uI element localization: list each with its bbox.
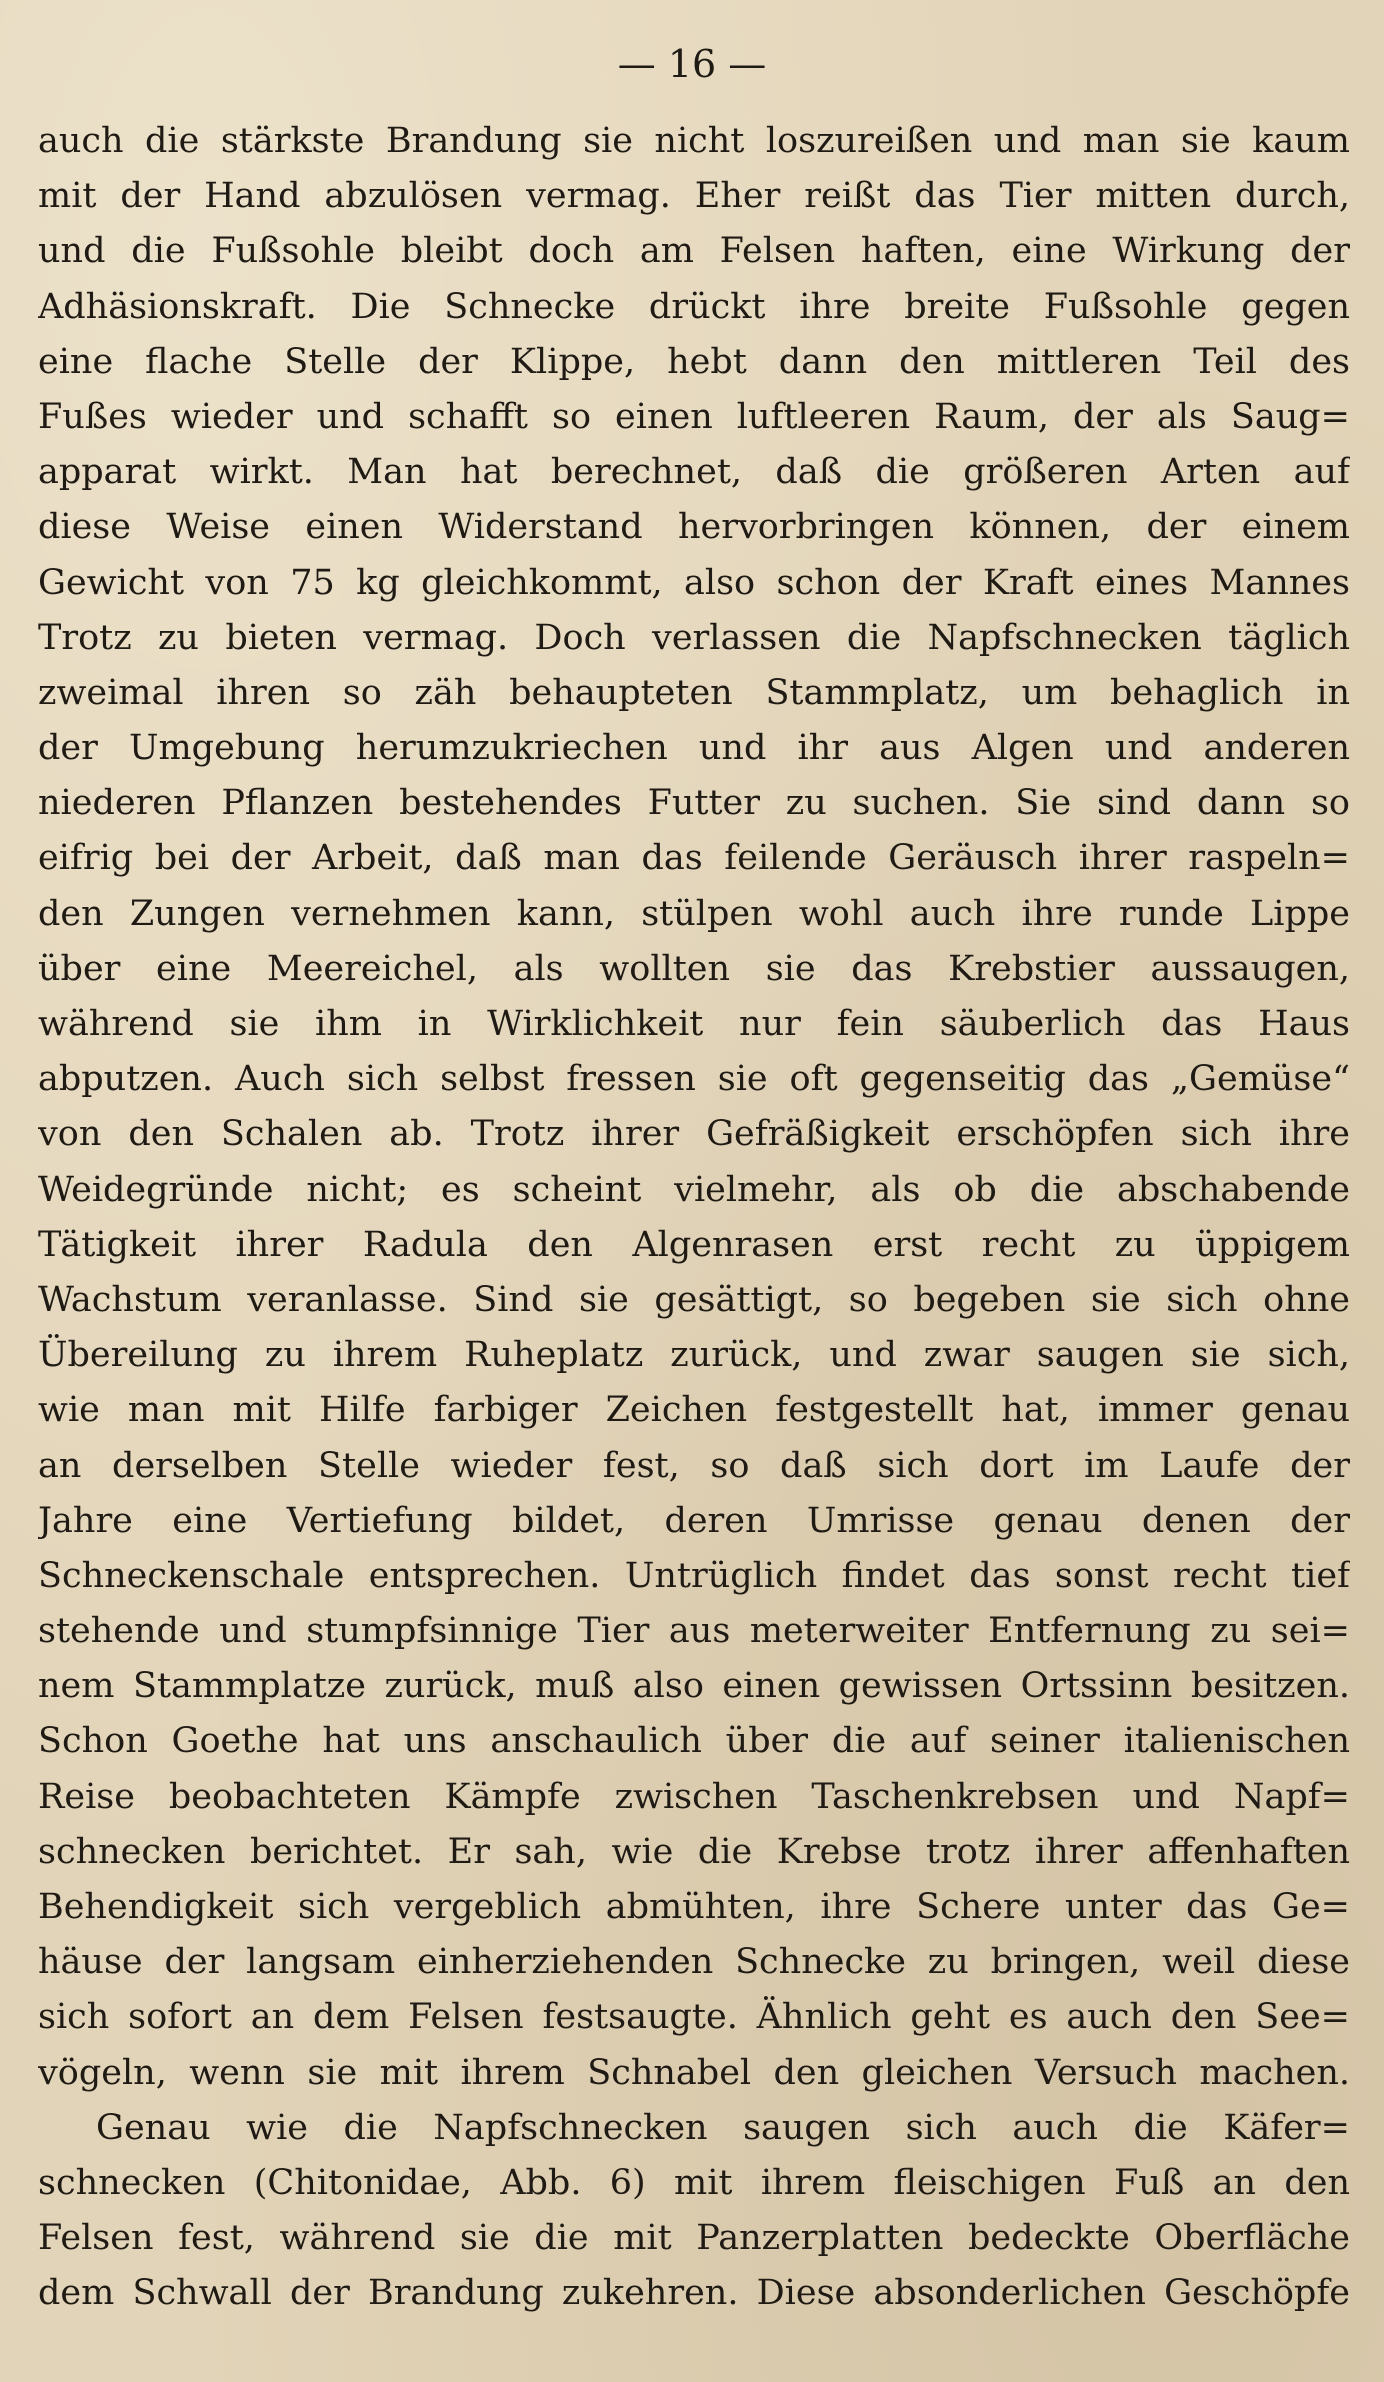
text-line: Weidegründe nicht; es scheint vielmehr, als ob die abschabende xyxy=(38,1169,1350,1210)
body-text xyxy=(38,114,1350,2322)
text-line: Behendigkeit sich vergeblich abmühten, ihre Schere unter das Ge= xyxy=(38,1887,1350,1927)
text-line: über eine Meereichel, als wollten sie das Krebstier aussaugen, xyxy=(38,948,1350,989)
text-line: schnecken berichtet. Er sah, wie die Krebse trotz ihrer affenhaften xyxy=(38,1831,1350,1872)
text-line: Übereilung zu ihrem Ruheplatz zurück, und zwar saugen sie sich, xyxy=(38,1335,1350,1376)
text-line: Wachstum veranlasse. Sind sie gesättigt, so begeben sie sich ohne xyxy=(38,1279,1350,1320)
text-line: niederen Pflanzen bestehendes Futter zu suchen. Sie sind dann so xyxy=(38,783,1350,824)
text-line: Fußes wieder und schafft so einen luftleeren Raum, der als Saug= xyxy=(38,396,1350,437)
paragraph-start-line: Genau wie die Napfschnecken saugen sich auch die Käfer= xyxy=(96,2107,1350,2148)
text-line: Adhäsionskraft. Die Schnecke drückt ihre breite Fußsohle gegen xyxy=(38,286,1350,327)
text-line: diese Weise einen Widerstand hervorbringen können, der einem xyxy=(38,507,1350,548)
text-line: eine flache Stelle der Klippe, hebt dann den mittleren Teil des xyxy=(38,341,1350,382)
text-line: während sie ihm in Wirklichkeit nur fein säuberlich das Haus xyxy=(38,1004,1350,1044)
text-line: schnecken (Chitonidae, Abb. 6) mit ihrem fleischigen Fuß an den xyxy=(38,2162,1350,2203)
text-line: abputzen. Auch sich selbst fressen sie oft gegenseitig das „Gemüse“ xyxy=(38,1059,1350,1100)
text-line: sich sofort an dem Felsen festsaugte. Ähnlich geht es auch den See= xyxy=(38,1997,1350,2038)
text-line: und die Fußsohle bleibt doch am Felsen haften, eine Wirkung der xyxy=(38,231,1350,272)
text-line: der Umgebung herumzukriechen und ihr aus Algen und anderen xyxy=(38,728,1350,769)
text-line: zweimal ihren so zäh behaupteten Stammplatz, um behaglich in xyxy=(38,672,1350,713)
page-number: — 16 — xyxy=(617,42,767,86)
text-line: den Zungen vernehmen kann, stülpen wohl auch ihre runde Lippe xyxy=(38,893,1350,934)
text-line: dem Schwall der Brandung zukehren. Diese absonderlichen Geschöpfe xyxy=(38,2273,1350,2314)
text-line: stehende und stumpfsinnige Tier aus meterweiter Entfernung zu sei= xyxy=(38,1611,1350,1652)
text-line: Schon Goethe hat uns anschaulich über die auf seiner italienischen xyxy=(38,1721,1350,1762)
text-line: von den Schalen ab. Trotz ihrer Gefräßigkeit erschöpfen sich ihre xyxy=(38,1114,1350,1155)
text-line: Jahre eine Vertiefung bildet, deren Umrisse genau denen der xyxy=(38,1500,1350,1541)
text-line: Schneckenschale entsprechen. Untrüglich findet das sonst recht tief xyxy=(38,1555,1350,1596)
text-line: Tätigkeit ihrer Radula den Algenrasen erst recht zu üppigem xyxy=(38,1224,1350,1265)
text-line: mit der Hand abzulösen vermag. Eher reißt das Tier mitten durch, xyxy=(38,176,1350,217)
text-line: Gewicht von 75 kg gleichkommt, also schon der Kraft eines Mannes xyxy=(38,562,1350,603)
text-line: an derselben Stelle wieder fest, so daß sich dort im Laufe der xyxy=(38,1445,1350,1486)
text-line: Reise beobachteten Kämpfe zwischen Taschenkrebsen und Napf= xyxy=(38,1776,1350,1817)
text-line: vögeln, wenn sie mit ihrem Schnabel den gleichen Versuch machen. xyxy=(38,2052,1350,2093)
text-line: apparat wirkt. Man hat berechnet, daß die größeren Arten auf xyxy=(38,452,1350,493)
text-line: auch die stärkste Brandung sie nicht loszureißen und man sie kaum xyxy=(38,121,1350,161)
text-line: wie man mit Hilfe farbiger Zeichen festgestellt hat, immer genau xyxy=(38,1390,1350,1431)
text-line: häuse der langsam einherziehenden Schnecke zu bringen, weil diese xyxy=(38,1942,1350,1983)
text-line: nem Stammplatze zurück, muß also einen gewissen Ortssinn besitzen. xyxy=(38,1666,1350,1707)
text-line: Trotz zu bieten vermag. Doch verlassen die Napfschnecken täglich xyxy=(38,617,1350,658)
text-line: eifrig bei der Arbeit, daß man das feilende Geräusch ihrer raspeln= xyxy=(38,838,1350,879)
text-line: Felsen fest, während sie die mit Panzerplatten bedeckte Oberfläche xyxy=(38,2218,1350,2259)
